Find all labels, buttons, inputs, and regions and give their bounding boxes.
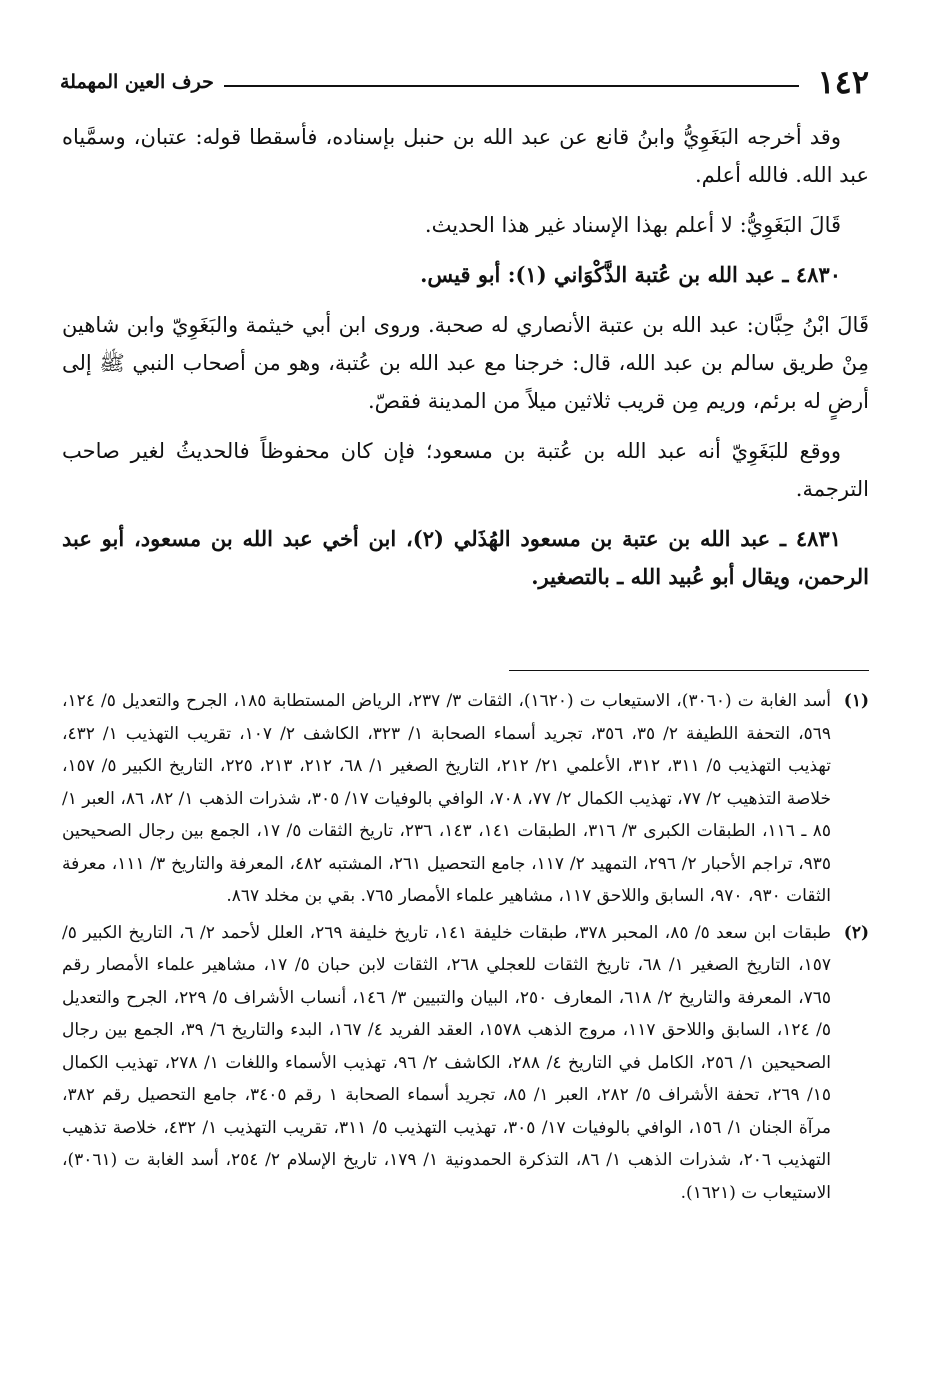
entry-heading: ٤٨٣١ ـ عبد الله بن عتبة بن مسعود الهُذَلي (٢)، ابن أخي عبد الله بن مسعود، أبو عبد الرحمن، ويقال أبو عُبيد الله ـ بالتصغير.: [62, 526, 869, 589]
footnote-separator: [509, 670, 869, 671]
footnote-text: أسد الغابة ت (٣٠٦٠)، الاستيعاب ت (١٦٢٠)، الثقات ٣/ ٢٣٧، الرياض المستطابة ١٨٥، الجرح والتعديل ٥/ ١٢٤، ٥٦٩، التحفة اللطيفة ٢/ ٣٥، ٣٥٦، تجريد أسماء الصحابة ١/ ٣٢٣، الكاشف ٢/ ١٠٧، تقريب التهذيب ١/ ٤٣٢، تهذيب التهذيب ٥/ ٣١١، ٣١٢، الأعلمي ٢١/ ٢١٢، التاريخ الصغير ١/ ٦٨، ٢١٢، ٢١٣، ٢٢٥، التاريخ الكبير ٥/ ١٥٧، خلاصة التذهيب ٢/ ٧٧، تهذيب الكمال ٢/ ٧٧، ٧٠٨، الوافي بالوفيات ١٧/ ٣٠٥، شذرات الذهب ١/ ٨٢، ٨٦، العبر ١/ ٨٥ ـ ١١٦، الطبقات الكبرى ٣/ ٣١٦، الطبقات ١٤١، ١٤٣، ٢٣٦، تاريخ الثقات ٥/ ١٧، الجمع بين رجال الصحيحين ٩٣٥، تراجم الأحبار ٢/ ٢٩٦، التمهيد ٢/ ١١٧، جامع التحصيل ٢٦١، المشتبه ٤٨٢، المعرفة والتاريخ ٣/ ١١١، معرفة الثقات ٩٣٠، ٩٧٠، السابق واللاحق ١١٧، مشاهير علماء الأمصار ٧٦٥. بقي بن مخلد ٨٦٧.: [62, 691, 832, 906]
paragraph: قَالَ ابْنُ حِبَّان: عبد الله بن عتبة الأنصاري له صحبة. وروى ابن أبي خيثمة والبَغَوِيّ وابن شاهين مِنْ طريق سالم بن عبد الله، قال: خرجنا مع عبد الله بن عُتبة، وهو من أصحاب النبي ﷺ إلى أرضٍ له برئم، وريم مِن قريب ثلاثين ميلاً من المدينة فقصّ.: [62, 313, 869, 413]
footnote-mark: (٢): [843, 922, 869, 943]
paragraph: ووقع للبَغَوِيّ أنه عبد الله بن عُتبة بن مسعود؛ فإن كان محفوظاً فالحديثُ لغير صاحب الترجمة.: [62, 439, 869, 501]
footnote: [62, 685, 869, 913]
page-header: [60, 62, 869, 102]
chapter-title: حرف العين المهملة: [60, 71, 214, 93]
main-text: [62, 118, 869, 608]
paragraph: قَالَ البَغَوِيُّ: لا أعلم بهذا الإسناد غير هذا الحديث.: [424, 213, 841, 237]
entry-heading: ٤٨٣٠ ـ عبد الله بن عُتبة الذَّكْوَاني (١): أبو قيس.: [420, 262, 841, 287]
footnote-mark: (١): [843, 691, 869, 711]
paragraph: وقد أخرجه البَغَوِيُّ وابنُ قانع عن عبد الله بن حنبل بإسناده، فأسقطا قوله: عتبان، وسمَّياه عبد الله. فالله أعلم.: [62, 125, 869, 187]
footnotes: [62, 685, 869, 1213]
footnote: [62, 917, 869, 1210]
footnote-text: طبقات ابن سعد ٥/ ٨٥، المحبر ٣٧٨، طبقات خليفة ١٤١، تاريخ خليفة ٢٦٩، العلل لأحمد ٢/ ٦، التاريخ الكبير ٥/ ١٥٧، التاريخ الصغير ١/ ٦٨، تاريخ الثقات للعجلي ٢٦٨، الثقات لابن حبان ٥/ ١٧، مشاهير علماء الأمصار رقم ٧٦٥، المعرفة والتاريخ ٢/ ٦١٨، المعارف ٢٥٠، البيان والتبيين ٣/ ١٤٦، أنساب الأشراف ٥/ ٢٢٩، الجرح والتعديل ٥/ ١٢٤، السابق واللاحق ١١٧، مروج الذهب ١٥٧٨، العقد الفريد ٤/ ١٦٧، البدء والتاريخ ٦/ ٣٩، الجمع بين رجال الصحيحين ١/ ٢٥٦، الكامل في التاريخ ٤/ ٢٨٨، الكاشف ٢/ ٩٦، تهذيب الأسماء واللغات ١/ ٢٧٨، تهذيب الكمال ١٥/ ٢٦٩، تحفة الأشراف ٥/ ٢٨٢، العبر ١/ ٨٥، تجريد أسماء الصحابة ١ رقم ٣٤٠٥، جامع التحصيل رقم ٣٨٢، مرآة الجنان ١/ ١٥٦، الوافي بالوفيات ١٧/ ٣٠٥، تهذيب التهذيب ٥/ ٣١١، تقريب التهذيب ١/ ٤٣٢، خلاصة تذهيب التهذيب ٢٠٦، شذرات الذهب ١/ ٨٦، التذكرة الحمدونية ١/ ١٧٩، تاريخ الإسلام ٢/ ٢٥٤، أسد الغابة ت (٣٠٦١)، الاستيعاب ت (١٦٢١).: [62, 922, 832, 1203]
page-number: ١٤٢: [817, 63, 869, 101]
header-rule: [224, 85, 800, 87]
